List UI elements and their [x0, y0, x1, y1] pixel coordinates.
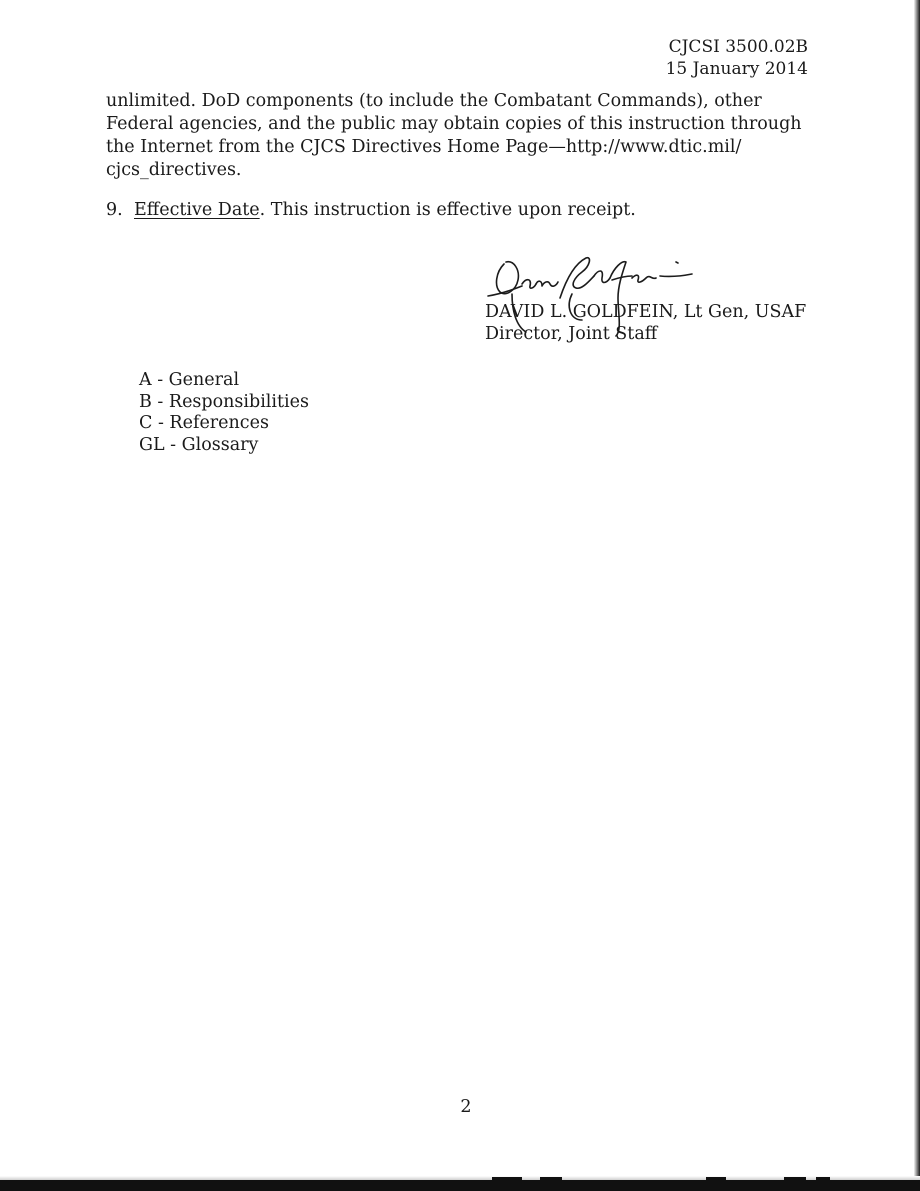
enclosure-item: GL - Glossary [139, 434, 259, 455]
document-date: 15 January 2014 [665, 59, 808, 79]
effective-date-text: . This instruction is effective upon receipt. [259, 200, 636, 220]
paragraph-number: 9. [106, 200, 123, 220]
page-number: 2 [460, 1097, 472, 1117]
signature-block [485, 301, 806, 345]
enclosure-list [139, 370, 309, 456]
scan-mark [784, 1177, 806, 1191]
scan-edge-right [914, 0, 920, 1191]
scan-edge-bottom [0, 1180, 920, 1191]
signer-name: DAVID L. GOLDFEIN, Lt Gen, USAF [485, 302, 807, 322]
effective-date-paragraph [106, 199, 636, 222]
effective-date-heading: Effective Date [134, 200, 260, 220]
distribution-paragraph: unlimited. DoD components (to include the Combatant Commands), other Federal agencies, and the public may obtain copies of this instruction through the Internet from the CJCS Directives Home Page—http://www.dtic.mil/ cjcs_directives. [106, 91, 802, 180]
signer-title: Director, Joint Staff [485, 324, 658, 344]
scan-mark [816, 1177, 830, 1191]
scan-mark [706, 1177, 726, 1191]
enclosure-item: A - General [139, 370, 240, 390]
scan-mark [492, 1177, 522, 1191]
enclosure-item: C - References [139, 413, 269, 433]
enclosure-item: B - Responsibilities [139, 391, 309, 412]
document-number: CJCSI 3500.02B [668, 37, 808, 57]
document-header [666, 36, 808, 80]
scan-mark [540, 1177, 562, 1191]
